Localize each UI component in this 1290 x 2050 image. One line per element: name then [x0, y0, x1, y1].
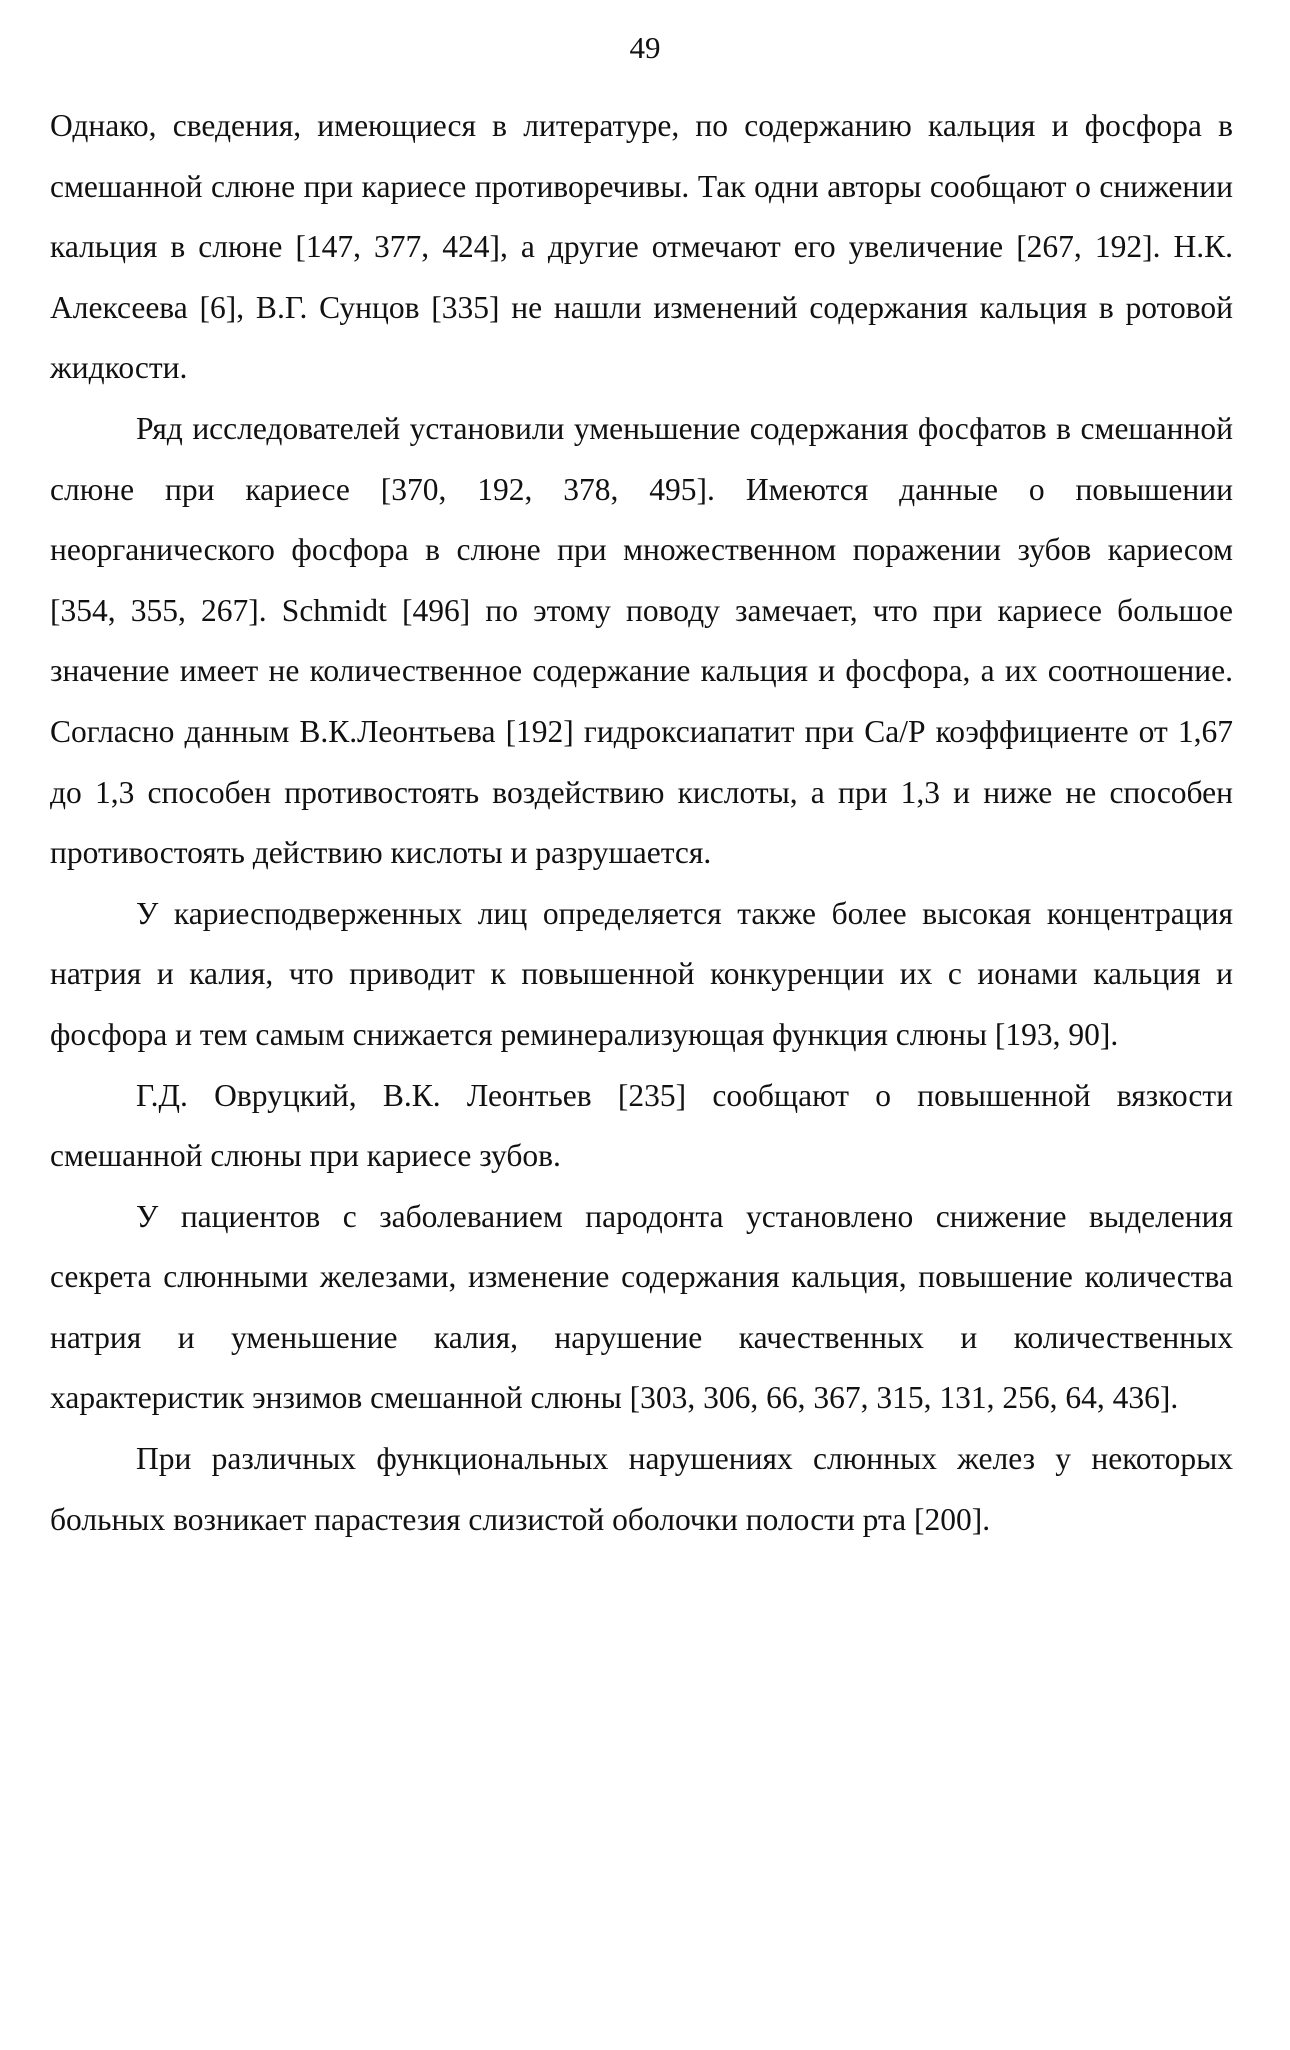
paragraph-2: Ряд исследователей установили уменьшение содержания фосфатов в смешанной слюне при кариесе [370, 192, 378, 495]. Имеются данные о повышении неорганического фосфора в слюне при множественном поражении зубов кариесом [354, 355, 267]. Schmidt [496] по этому поводу замечает, что при кариесе большое значение имеет не количественное содержание кальция и фосфора, а их соотношение. Согласно данным В.К.Леонтьева [192] гидроксиапатит при Са/Р коэффициенте от 1,67 до 1,3 способен противостоять воздействию кислоты, а при 1,3 и ниже не способен противостоять действию кислоты и разрушается. [50, 410, 1233, 871]
body-text [50, 96, 1233, 1550]
paragraph-6: При различных функциональных нарушениях слюнных желез у некоторых больных возникает парастезия слизистой оболочки полости рта [200]. [50, 1441, 1233, 1537]
page-number: 49 [629, 30, 661, 65]
paragraph-1: Однако, сведения, имеющиеся в литературе, по содержанию кальция и фосфора в смешанной слюне при кариесе противоречивы. Так одни авторы сообщают о снижении кальция в слюне [147, 377, 424], а другие отмечают его увеличение [267, 192]. Н.К. Алексеева [6], В.Г. Сунцов [335] не нашли изменений содержания кальция в ротовой жидкости. [50, 108, 1233, 386]
paragraph-5: У пациентов с заболеванием пародонта установлено снижение выделения секрета слюнными железами, изменение содержания кальция, повышение количества натрия и уменьшение калия, нарушение качественных и количественных характеристик энзимов смешанной слюны [303, 306, 66, 367, 315, 131, 256, 64, 436]. [50, 1198, 1233, 1416]
paragraph-4: Г.Д. Овруцкий, В.К. Леонтьев [235] сообщают о повышенной вязкости смешанной слюны при кариесе зубов. [50, 1077, 1233, 1174]
paragraph-3: У кариесподверженных лиц определяется также более высокая концентрация натрия и калия, что приводит к повышенной конкуренции их с ионами кальция и фосфора и тем самым снижается реминерализующая функция слюны [193, 90]. [50, 895, 1233, 1052]
